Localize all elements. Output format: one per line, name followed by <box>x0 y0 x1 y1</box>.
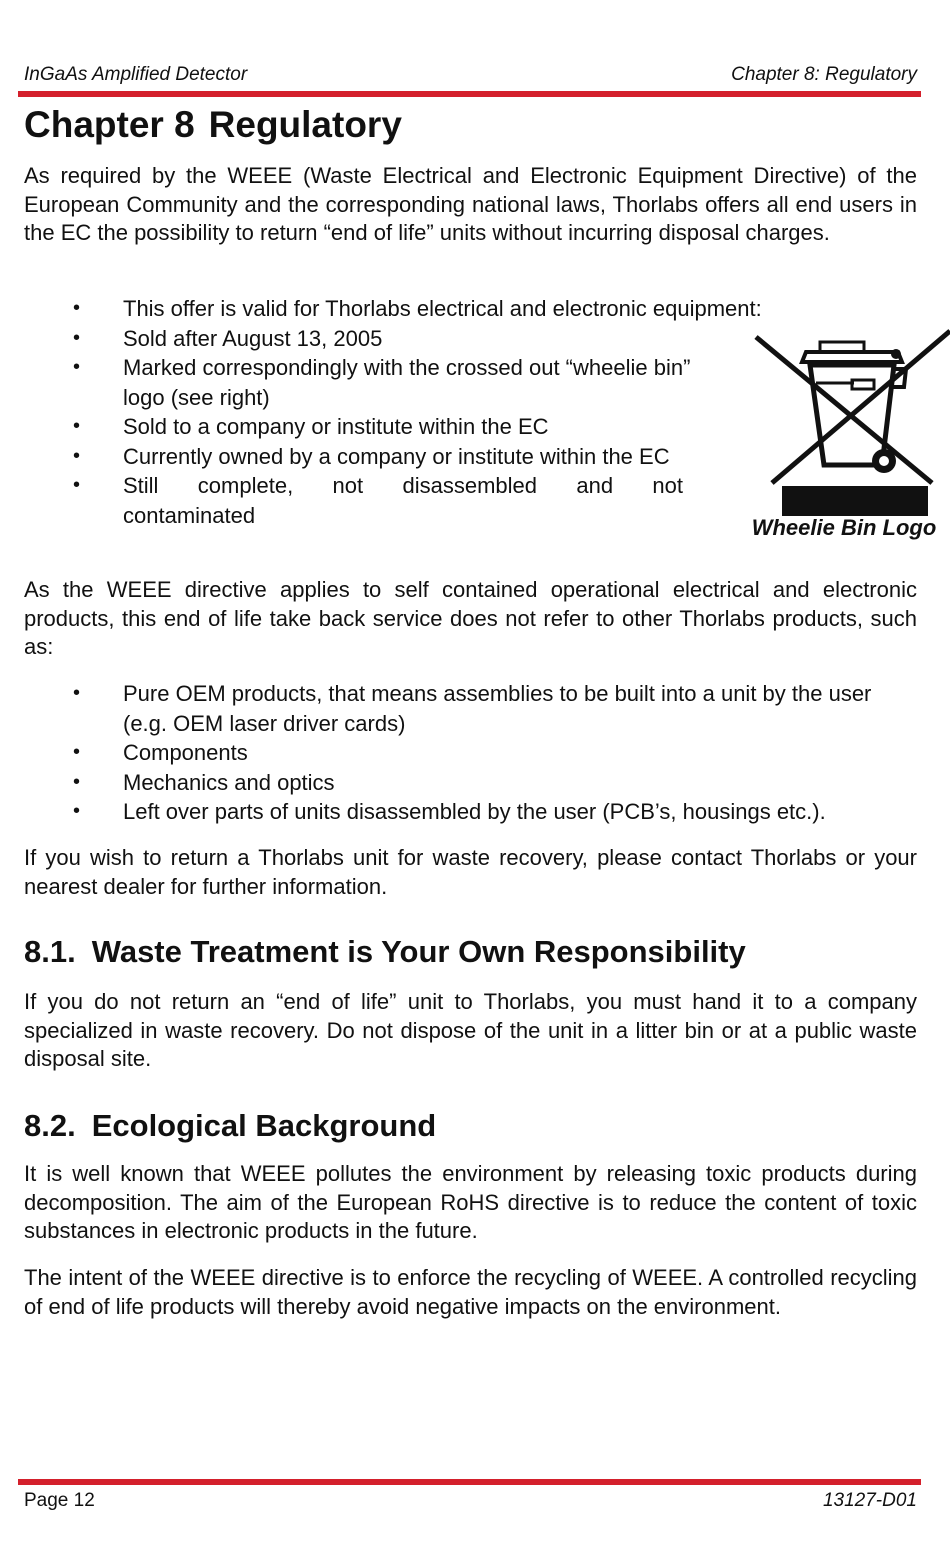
document-page <box>24 0 937 1553</box>
section-number: 8.1. <box>24 934 76 969</box>
list-item: • Marked correspondingly with the crossed out “wheelie bin” logo (see right) <box>73 355 691 410</box>
list-item: • Sold after August 13, 2005 <box>24 324 917 354</box>
list-item: • Mechanics and optics <box>24 768 917 798</box>
page-number: Page 12 <box>24 1490 95 1511</box>
bullet-icon: • <box>73 444 81 467</box>
scope-paragraph: As the WEEE directive applies to self contained operational electrical and electronic products, this end of life take back service does not refer to other Thorlabs products, such as: <box>24 577 917 659</box>
chapter-title <box>24 103 402 147</box>
chapter-name: Regulatory <box>208 104 402 145</box>
intro-paragraph: As required by the WEEE (Waste Electrical and Electronic Equipment Directive) of the European Community and the corresponding national laws, Thorlabs offers all end users in the EC the possibility to return “end of life” units without incurring disposal charges. <box>24 163 917 245</box>
section-number: 8.2. <box>24 1108 76 1143</box>
ecological-paragraph-2: The intent of the WEEE directive is to enforce the recycling of WEEE. A controlled recycling of end of life products will thereby avoid negative impacts on the environment. <box>24 1265 917 1319</box>
bullet-icon: • <box>73 297 81 319</box>
list-item: • Left over parts of units disassembled by the user (PCB’s, housings etc.). <box>24 797 917 827</box>
list-item: • Still complete, not disassembled and not contaminated <box>73 473 683 528</box>
section-title: Waste Treatment is Your Own Responsibility <box>91 934 746 969</box>
header-doc-title: InGaAs Amplified Detector <box>24 64 248 85</box>
excluded-products-list <box>24 679 917 827</box>
running-footer <box>24 1490 917 1512</box>
contact-paragraph: If you wish to return a Thorlabs unit for waste recovery, please contact Thorlabs or your nearest dealer for further information. <box>24 845 917 899</box>
bullet-icon: • <box>73 741 81 763</box>
list-item: • This offer is valid for Thorlabs electrical and electronic equipment: <box>24 294 917 324</box>
figure-caption: Wheelie Bin Logo <box>751 515 937 540</box>
list-item: • Sold to a company or institute within the EC <box>24 412 713 442</box>
bullet-icon: • <box>73 682 81 704</box>
bullet-icon: • <box>73 770 81 793</box>
section-heading-ecological-background <box>24 1107 436 1145</box>
document-id: 13127-D01 <box>822 1490 917 1511</box>
list-item: • Pure OEM products, that means assemblies to be built into a unit by the user (e.g. OEM laser driver cards) <box>73 681 872 736</box>
chapter-number: Chapter 8 <box>24 104 195 145</box>
header-chapter-name: Chapter 8: Regulatory <box>731 64 917 85</box>
section-title: Ecological Background <box>91 1108 437 1143</box>
bullet-icon: • <box>73 415 81 437</box>
waste-treatment-paragraph: If you do not return an “end of life” unit to Thorlabs, you must hand it to a company specialized in waste recovery. Do not dispose of the unit in a litter bin or at a public waste disposal site. <box>24 989 917 1071</box>
header-rule <box>18 91 921 97</box>
running-header <box>24 64 917 86</box>
list-item: • Components <box>24 738 917 768</box>
bullet-icon: • <box>73 326 81 349</box>
bullet-icon: • <box>73 474 81 496</box>
list-item: • Currently owned by a company or institute within the EC <box>24 442 713 472</box>
section-heading-waste-treatment <box>24 933 746 971</box>
bullet-icon: • <box>73 800 81 822</box>
ecological-paragraph-1: It is well known that WEEE pollutes the environment by releasing toxic products during decomposition. The aim of the European RoHS directive is to reduce the content of toxic substances in electronic products in the future. <box>24 1161 917 1243</box>
footer-rule <box>18 1479 921 1485</box>
bullet-icon: • <box>73 356 81 378</box>
